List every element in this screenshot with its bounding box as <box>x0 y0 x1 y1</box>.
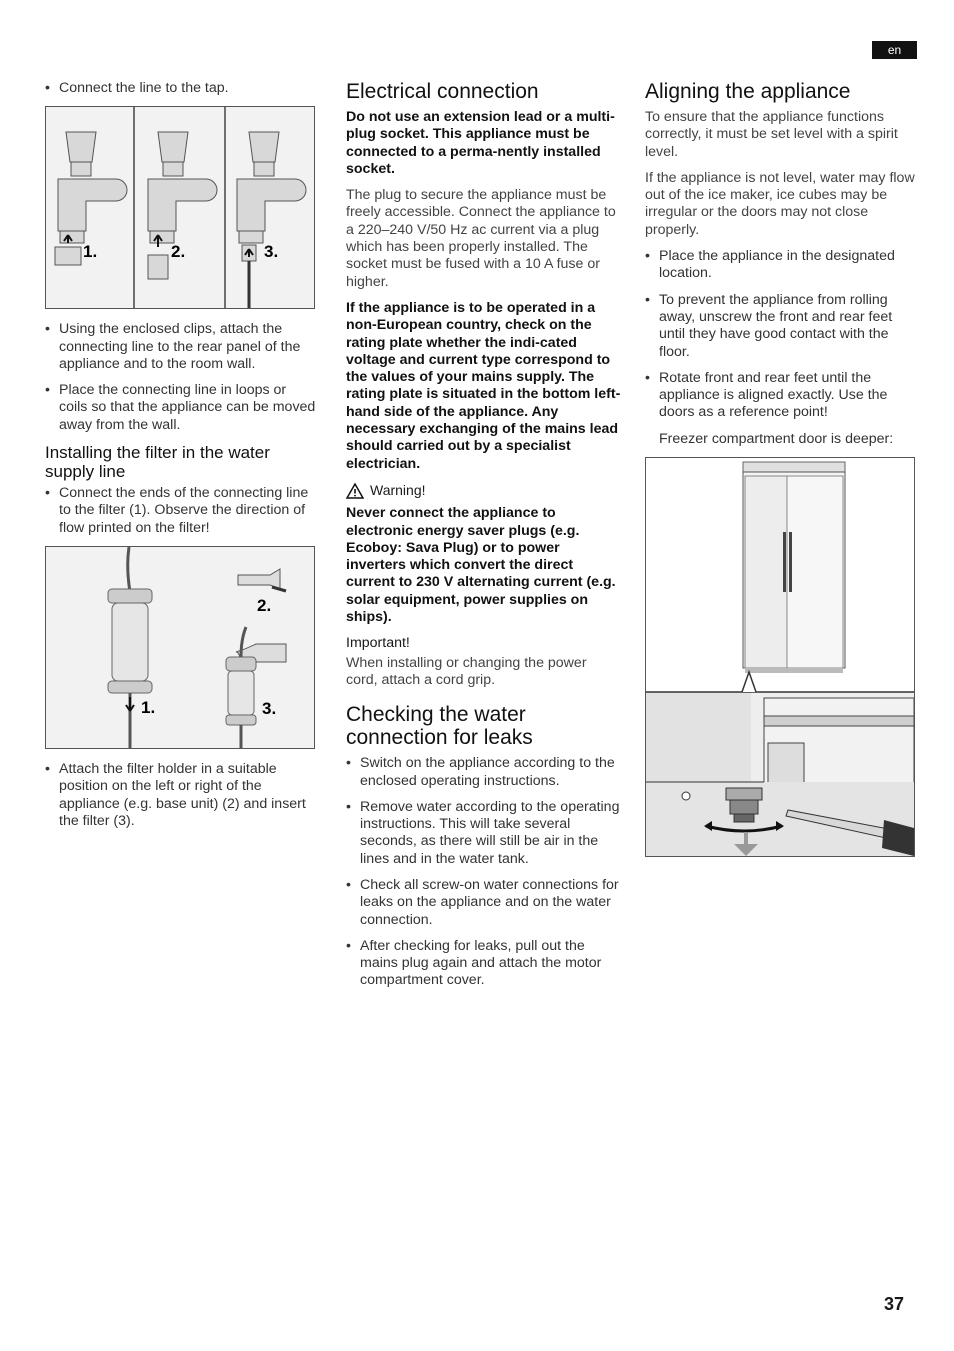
holder-list <box>45 761 317 830</box>
warning-label: Warning! <box>370 481 426 498</box>
leaks-heading: Checking the water connection for leaks <box>346 703 533 750</box>
list-item: • Remove water according to the operating instructions. This will take several seconds, as there will still be air in the lines and in the water tank. <box>346 799 621 868</box>
filter-heading: Installing the filter in the water supply line <box>45 443 270 482</box>
electrical-bold-1: Do not use an extension lead or a multi-plug socket. This appliance must be connected to a perma-nently installed socket. <box>346 109 615 177</box>
list-item: • Rotate front and rear feet until the appliance is aligned exactly. Use the doors as a reference point! <box>645 370 920 422</box>
warning-row <box>346 482 621 499</box>
important-text: When installing or changing the power cord, attach a cord grip. <box>346 654 587 688</box>
freezer-note: Freezer compartment door is deeper: <box>659 430 894 447</box>
filter-illustration <box>46 547 314 748</box>
fig-label: 2. <box>171 242 186 262</box>
electrical-heading: Electrical connection <box>346 80 539 103</box>
fridge-illustration <box>646 458 914 856</box>
list-item: • Place the connecting line in loops or coils so that the appliance can be moved away from the wall. <box>45 382 317 434</box>
list-item: • Using the enclosed clips, attach the connecting line to the rear panel of the appliance and to the room wall. <box>45 321 317 373</box>
tap-illustration <box>46 107 314 308</box>
list-item: • Place the appliance in the designated location. <box>645 248 920 283</box>
tap-connection-figure <box>45 106 315 309</box>
list-item: • After checking for leaks, pull out the mains plug again and attach the motor compartment cover. <box>346 938 621 990</box>
aligning-list <box>645 248 920 422</box>
fig-label: 2. <box>257 595 272 615</box>
aligning-heading: Aligning the appliance <box>645 80 851 103</box>
fig-label: 1. <box>141 697 156 717</box>
warning-text: Never connect the appliance to electronic energy saver plugs (e.g. Ecoboy: Sava Plug) or to power inverters which convert the direct current to 230 V alternating current (e.g. solar equipment, power supplies on ships). <box>346 505 616 626</box>
filter-figure <box>45 546 315 749</box>
clips-list <box>45 321 317 434</box>
fig-label: 1. <box>83 242 98 262</box>
column-right <box>645 80 920 869</box>
electrical-bold-2: If the appliance is to be operated in a non-European country, check on the rating plate whether the indi-cated voltage and current type correspond to the values of your mains supply. The rating plate is situated in the bottom left-hand side of the appliance. Any necessary exchanging of the mains lead should carried out by a specialist electrician. <box>346 299 621 472</box>
list-item: • Attach the filter holder in a suitable position on the left or right of the appliance (e.g. base unit) (2) and insert the filter (3). <box>45 761 317 830</box>
language-badge: en <box>872 41 917 59</box>
fig-label: 3. <box>264 242 279 262</box>
list-item: • Connect the line to the tap. <box>45 80 317 97</box>
column-middle <box>346 80 621 999</box>
aligning-para-2: If the appliance is not level, water may flow out of the ice maker, ice cubes may be irregular or the doors may not close properly. <box>645 169 915 238</box>
important-label: Important! <box>346 635 410 652</box>
fig-label: 3. <box>262 698 277 718</box>
list-item: • Connect the ends of the connecting line to the filter (1). Observe the direction of flow printed on the filter! <box>45 485 317 537</box>
list-item: • Check all screw-on water connections for leaks on the appliance and on the water connection. <box>346 877 621 929</box>
warning-icon <box>346 483 364 499</box>
filter-list <box>45 485 317 537</box>
electrical-para: The plug to secure the appliance must be freely accessible. Connect the appliance to a 220–240 V/50 Hz ac current via a plug which has been properly installed. The socket must be fused with a 10 A fuse or higher. <box>346 187 616 290</box>
aligning-figure <box>645 457 915 857</box>
list-item: • To prevent the appliance from rolling away, unscrew the front and rear feet until they have good contact with the floor. <box>645 292 920 361</box>
list-item: • Switch on the appliance according to the enclosed operating instructions. <box>346 755 621 790</box>
column-left <box>45 80 317 839</box>
page-number: 37 <box>884 1294 905 1314</box>
tap-list <box>45 80 317 97</box>
leaks-list <box>346 755 621 990</box>
aligning-para-1: To ensure that the appliance functions correctly, it must be set level with a spirit level. <box>645 109 898 160</box>
